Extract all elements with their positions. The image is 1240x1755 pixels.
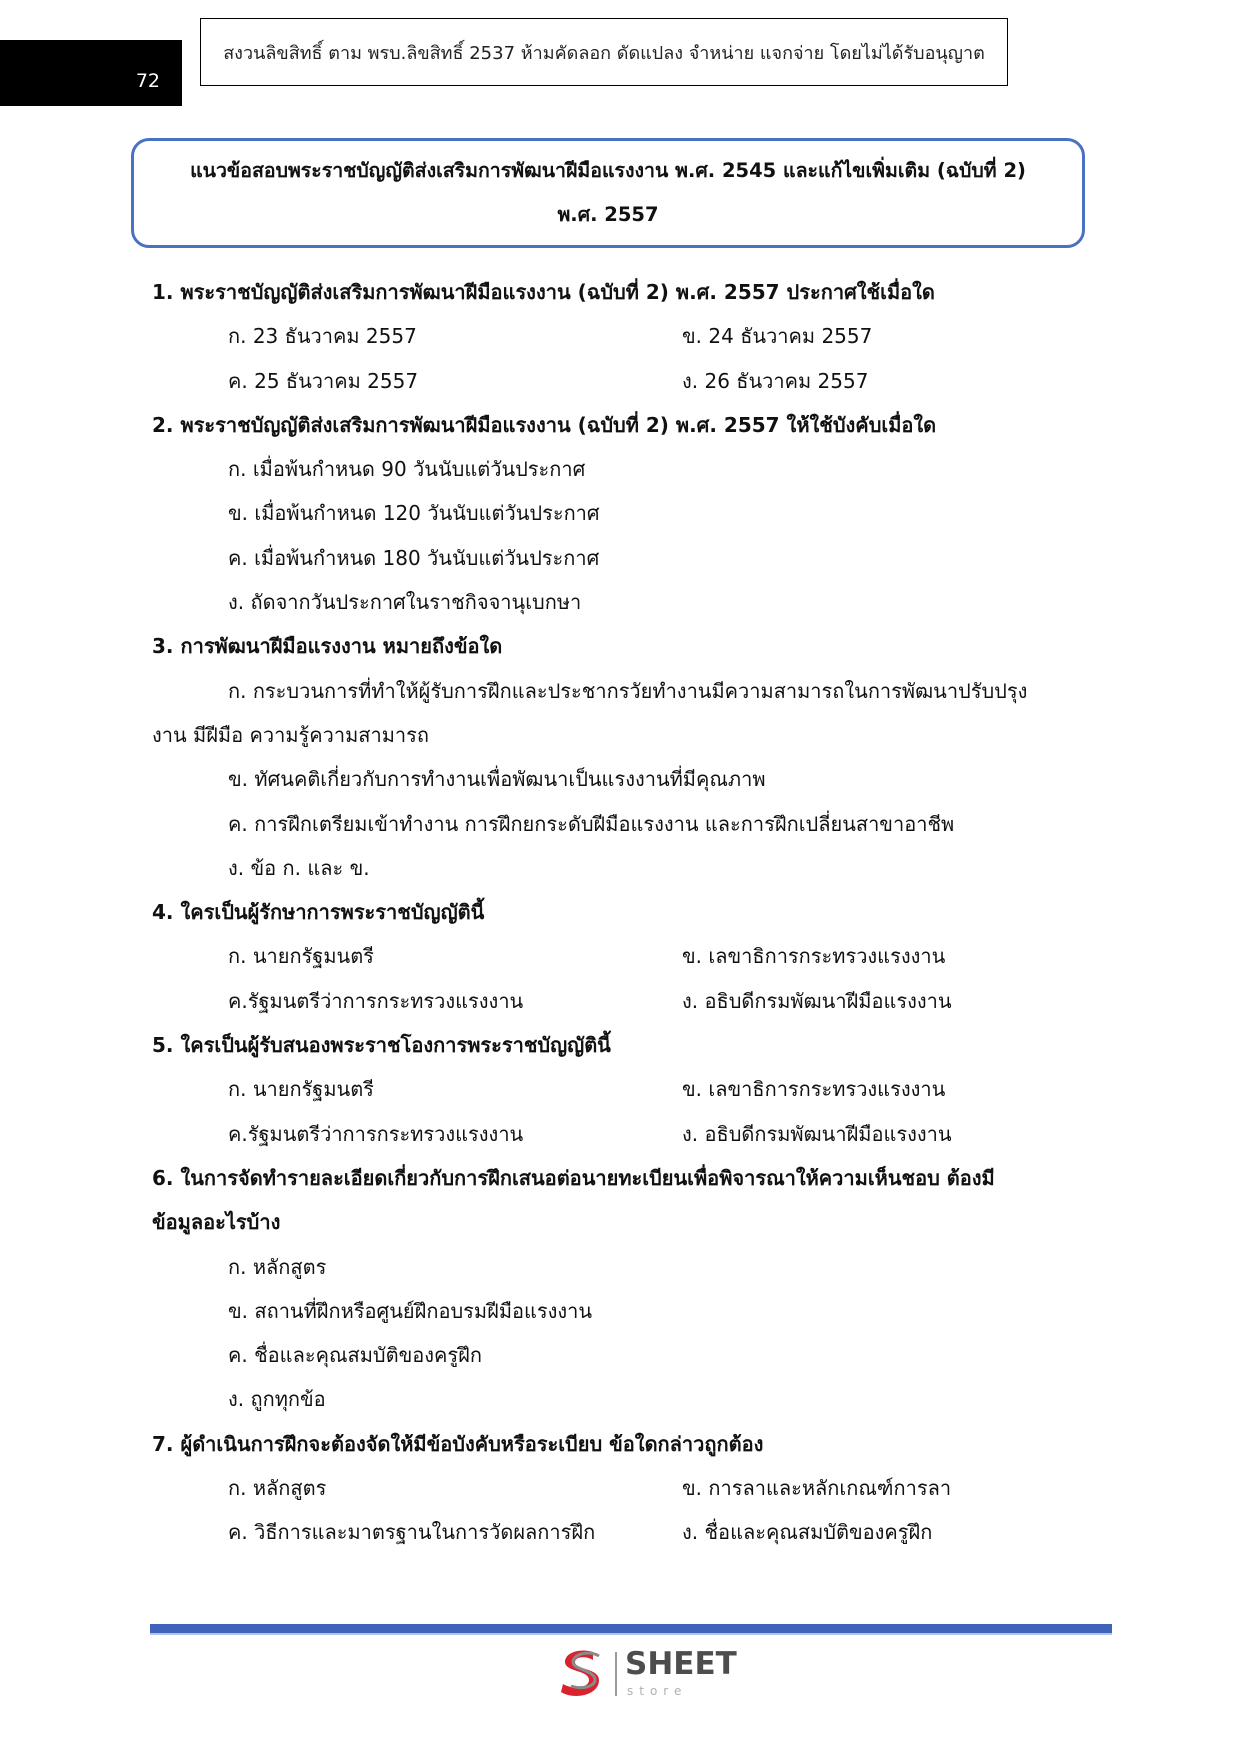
option-row — [152, 314, 1072, 358]
option-row — [152, 1067, 1072, 1111]
logo-divider — [615, 1652, 617, 1696]
option-a: ก. กระบวนการที่ทำให้ผู้รับการฝึกและประชากรวัยทำงานมีความสามารถในการพัฒนาปรับปรุง — [228, 678, 1028, 703]
option-row — [152, 979, 1072, 1023]
option-a: ก. เมื่อพ้นกำหนด 90 วันนับแต่วันประกาศ — [228, 457, 586, 482]
footer-divider — [150, 1624, 1112, 1633]
page-number-block — [0, 40, 182, 106]
question-6-continued: ข้อมูลอะไรบ้าง — [152, 1210, 281, 1235]
question-5: 5. ใครเป็นผู้รับสนองพระราชโองการพระราชบัญญัตินี้ — [152, 1033, 611, 1058]
option-d: ง. ถูกทุกข้อ — [228, 1387, 326, 1412]
option-d: ง. อธิบดีกรมพัฒนาฝีมือแรงงาน — [682, 988, 952, 1013]
option-c: ค.รัฐมนตรีว่าการกระทรวงแรงงาน — [228, 988, 524, 1013]
option-c: ค. ชื่อและคุณสมบัติของครูฝึก — [228, 1343, 482, 1368]
option-row — [152, 1112, 1072, 1156]
option-c: ค.รัฐมนตรีว่าการกระทรวงแรงงาน — [228, 1121, 524, 1146]
option-c: ค. 25 ธันวาคม 2557 — [228, 368, 419, 393]
title-line-2: พ.ศ. 2557 — [557, 203, 659, 226]
option-d: ง. อธิบดีกรมพัฒนาฝีมือแรงงาน — [682, 1121, 952, 1146]
page-title — [131, 138, 1085, 248]
option-d: ง. ข้อ ก. และ ข. — [228, 855, 370, 880]
question-list — [152, 270, 1072, 1555]
option-a-continued: งาน มีฝีมือ ความรู้ความสามารถ — [152, 722, 429, 747]
option-b: ข. เลขาธิการกระทรวงแรงงาน — [682, 1077, 946, 1102]
option-b: ข. เมื่อพ้นกำหนด 120 วันนับแต่วันประกาศ — [228, 501, 600, 526]
option-row — [152, 934, 1072, 978]
copyright-text: สงวนลิขสิทธิ์ ตาม พรบ.ลิขสิทธิ์ 2537 ห้ามคัดลอก ดัดแปลง จำหน่าย แจกจ่าย โดยไม่ได้รับอนุญาต — [223, 42, 985, 64]
option-b: ข. การลาและหลักเกณฑ์การลา — [682, 1476, 952, 1501]
option-a: ก. นายกรัฐมนตรี — [228, 1077, 374, 1102]
question-7: 7. ผู้ดำเนินการฝึกจะต้องจัดให้มีข้อบังคับหรือระเบียบ ข้อใดกล่าวถูกต้อง — [152, 1431, 764, 1456]
sheet-store-logo — [555, 1646, 735, 1704]
option-b: ข. ทัศนคติเกี่ยวกับการทำงานเพื่อพัฒนาเป็นแรงงานที่มีคุณภาพ — [228, 767, 766, 792]
option-b: ข. เลขาธิการกระทรวงแรงงาน — [682, 944, 946, 969]
option-d: ง. ถัดจากวันประกาศในราชกิจจานุเบกษา — [228, 590, 582, 615]
question-2: 2. พระราชบัญญัติส่งเสริมการพัฒนาฝีมือแรงงาน (ฉบับที่ 2) พ.ศ. 2557 ให้ใช้บังคับเมื่อใด — [152, 412, 937, 437]
question-4: 4. ใครเป็นผู้รักษาการพระราชบัญญัตินี้ — [152, 900, 485, 925]
option-c: ค. วิธีการและมาตรฐานในการวัดผลการฝึก — [228, 1520, 596, 1545]
option-b: ข. สถานที่ฝึกหรือศูนย์ฝึกอบรมฝีมือแรงงาน — [228, 1298, 593, 1323]
option-row — [152, 1510, 1072, 1554]
logo-s-icon — [555, 1646, 607, 1700]
option-d: ง. 26 ธันวาคม 2557 — [682, 368, 869, 393]
option-row — [152, 1466, 1072, 1510]
question-1: 1. พระราชบัญญัติส่งเสริมการพัฒนาฝีมือแรงงาน (ฉบับที่ 2) พ.ศ. 2557 ประกาศใช้เมื่อใด — [152, 280, 935, 304]
question-6: 6. ในการจัดทำรายละเอียดเกี่ยวกับการฝึกเสนอต่อนายทะเบียนเพื่อพิจารณาให้ความเห็นชอบ ต้องมี — [152, 1165, 995, 1190]
title-line-1: แนวข้อสอบพระราชบัญญัติส่งเสริมการพัฒนาฝีมือแรงงาน พ.ศ. 2545 และแก้ไขเพิ่มเติม (ฉบับที่ 2) — [190, 159, 1026, 182]
option-row — [152, 359, 1072, 403]
question-3: 3. การพัฒนาฝีมือแรงงาน หมายถึงข้อใด — [152, 634, 503, 659]
option-d: ง. ชื่อและคุณสมบัติของครูฝึก — [682, 1520, 933, 1545]
page-number: 72 — [135, 70, 160, 92]
logo-sub-text: store — [627, 1684, 688, 1698]
copyright-notice — [200, 18, 1008, 86]
option-a: ก. นายกรัฐมนตรี — [228, 944, 374, 969]
option-a: ก. 23 ธันวาคม 2557 — [228, 324, 417, 349]
logo-brand-text: SHEET — [625, 1646, 737, 1682]
option-a: ก. หลักสูตร — [228, 1476, 327, 1501]
option-c: ค. การฝึกเตรียมเข้าทำงาน การฝึกยกระดับฝีมือแรงงาน และการฝึกเปลี่ยนสาขาอาชีพ — [228, 811, 955, 836]
option-c: ค. เมื่อพ้นกำหนด 180 วันนับแต่วันประกาศ — [228, 545, 600, 570]
option-b: ข. 24 ธันวาคม 2557 — [682, 324, 873, 349]
option-a: ก. หลักสูตร — [228, 1254, 327, 1279]
